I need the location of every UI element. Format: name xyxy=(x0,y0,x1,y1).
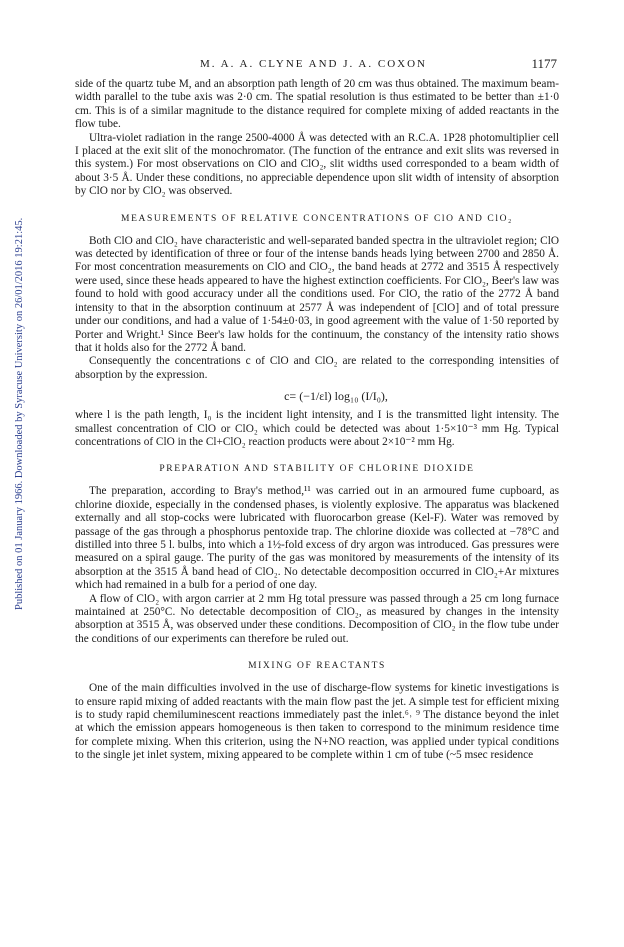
paragraph-ultraviolet-detection: Ultra-violet radiation in the range 2500-4000 Å was detected with an R.C.A. 1P28 photomultiplier cell I placed at the exit slit of the monochromator. (The function of the entrance and exit slits was reversed in this system.) For most observations on ClO and ClO₂, slit widths used corresponded to a beam width of about 3·5 Å. Under these conditions, no appreciable dependence upon slit width of intensity of absorption by ClO nor by ClO₂ was observed. xyxy=(75,131,559,198)
paragraph-continuation: side of the quartz tube M, and an absorption path length of 20 cm was thus obtained. The maximum beam-width parallel to the tube axis was 2·0 cm. The spatial resolution is thus estimated to be better than ±1·0 cm. This is of a similar magnitude to the distance required for complete mixing of added reactants in the flow tube. xyxy=(75,78,559,131)
running-header xyxy=(75,56,559,76)
page-number: 1177 xyxy=(531,56,557,71)
paragraph-stability: A flow of ClO₂ with argon carrier at 2 mm Hg total pressure was passed through a 25 cm long furnace maintained at 250°C. No detectable decomposition of ClO₂, as measured by changes in the intensity absorption at 3515 Å, was observed under these conditions. Decomposition of ClO₂ in the flow tube under the conditions of our experiments can therefore be ruled out. xyxy=(75,592,559,645)
paragraph-expression-intro: Consequently the concentrations c of ClO and ClO₂ are related to the corresponding intensities of absorption by the expression. xyxy=(75,355,559,381)
section-heading-preparation: PREPARATION AND STABILITY OF CHLORINE DIOXIDE xyxy=(159,464,475,475)
paragraph-mixing: One of the main difficulties involved in the use of discharge-flow systems for kinetic investigations is to ensure rapid mixing of added reactants with the main flow past the jet. A simple test for efficient mixing is to study rapid chemiluminescent reactions immediately past the inlet.⁶˒ ⁹ The distance beyond the inlet at which the emission appears homogeneous is then taken to correspond to the minimum residence time for complete mixing. When this criterion, using the N+NO reaction, was applied under typical conditions to the single jet inlet system, mixing appeared to be complete within 1 cm of tube (~5 msec residence xyxy=(75,682,559,762)
download-watermark xyxy=(2,150,26,610)
watermark-text: Published on 01 January 1966. Downloaded by Syracuse University on 26/01/2016 19:21:45. xyxy=(14,217,25,610)
paragraph-preparation: The preparation, according to Bray's method,¹¹ was carried out in an armoured fume cupboard, as chlorine dioxide, especially in the condensed phases, is violently explosive. The apparatus was blackened externally and all stop-cocks were lubricated with fluorocarbon grease (Kel-F). Water was removed by passage of the gas through a phosphorus pentoxide trap. The chlorine dioxide was collected at −78°C and distilled into three 5 l. bulbs, into which a 1½-fold excess of dry argon was introduced. Gas pressures were measured on a spiral gauge. The purity of the gas was monitored by measurements of the intensity of its absorption at the 3515 Å band head of ClO₂. No detectable decomposition occurred in ClO₂+Ar mixtures which had remained in a bulb for a period of one day. xyxy=(75,485,559,592)
equation-beer-law: c= (−1/εl) log₁₀ (I/I₀), xyxy=(284,389,388,404)
running-header-authors: M. A. A. CLYNE AND J. A. COXON xyxy=(200,58,427,70)
paragraph-detection-limits: where l is the path length, I₀ is the incident light intensity, and I is the transmitted light intensity. The smallest concentration of ClO or ClO₂ which could be detected was about 1·5×10⁻³ mm Hg. Typical concentrations of ClO in the Cl+ClO₂ reaction products were about 2×10⁻² mm Hg. xyxy=(75,409,559,448)
paragraph-spectra: Both ClO and ClO₂ have characteristic and well-separated banded spectra in the ultraviolet region; ClO was detected by identification of three or four of the intense bands heads lying between 2700 and 2850 Å. For most concentration measurements on ClO and ClO₂, the band heads at 2772 and 3515 Å respectively were used, since these heads appeared to have the highest extinction coefficients. For ClO₂, Beer's law was found to hold with good accuracy under all the conditions used. For ClO, the ratio of the 2772 Å band intensity to that in the absorption continuum at 2577 Å was independent of [ClO] and of total pressure under our conditions, and had a value of 1·54±0·03, in good agreement with the value of 1·50 reported by Porter and Wright.¹ Since Beer's law holds for the continuum, the constancy of the intensity ratio shows that it holds also for the 2772 Å band. xyxy=(75,234,559,354)
section-heading-mixing: MIXING OF REACTANTS xyxy=(248,661,386,672)
section-heading-measurements: MEASUREMENTS OF RELATIVE CONCENTRATIONS OF ClO AND ClO₂ xyxy=(121,213,513,224)
paper-page xyxy=(75,56,559,763)
